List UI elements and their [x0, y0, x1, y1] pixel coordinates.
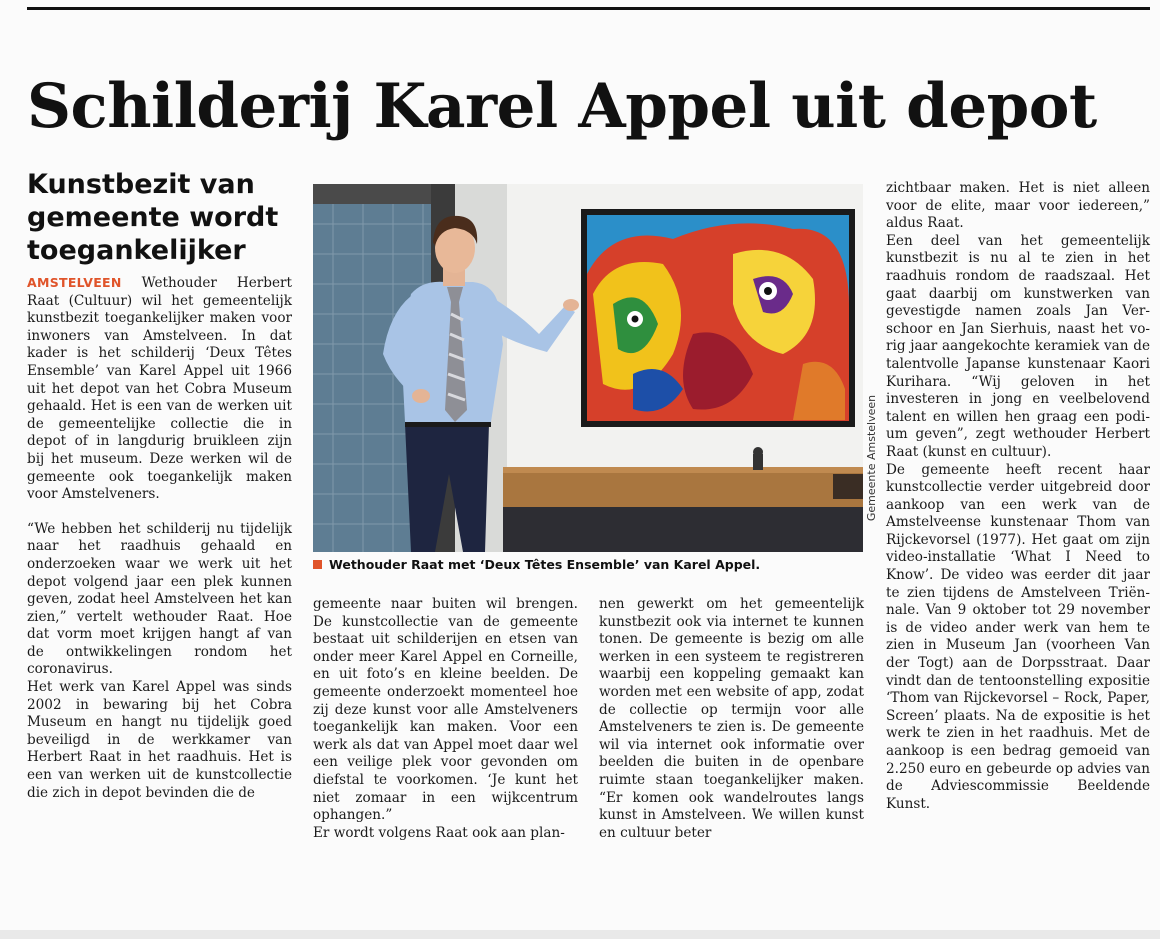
photo-credit-text: Gemeente Amstelveen — [865, 394, 878, 522]
paragraph: nen gewerkt om het gemeentelijk kunstbezit ook via internet te kunnen tonen. De gemeente is bezig om alle werken in een systeem te registreren waarbij een koppeling gemaakt kan worden met een website of app, zodat de collectie op termijn voor alle Amstelveners te zien is. De gemeente wil via internet ook informatie over beelden die buiten in de openbare ruimte staan toegankelijker maken. “Er komen ook wandelroutes langs kunst in Amstelveen. We willen kunst en cultuur beter — [599, 596, 864, 841]
paragraph: Het werk van Karel Appel was sinds 2002 in bewaring bij het Cobra Museum en hangt nu tijdelijk goed beveiligd in de werkkamer van Herbert Raat in het raadhuis. Het is een van werken uit de kunstcollectie die zich in depot bevinden die de — [27, 679, 292, 801]
subheadline: Kunstbezit van gemeente wordt toegankelijker — [27, 169, 279, 267]
article-column-2 — [313, 596, 578, 842]
caption-square-icon — [313, 560, 322, 569]
photo-credit — [862, 365, 882, 551]
article-column-1 — [27, 274, 292, 802]
article-photo — [313, 184, 863, 552]
paragraph: “We hebben het schilderij nu tijdelijk naar het raadhuis gehaald en onderzoeken waar we werk uit het depot volgend jaar een plek kunnen geven, zodat heel Amstelveen het kan zien,” vertelt wethouder Raat. Hoe dat vorm moet krijgen hangt af van de ontwikkelingen rondom het coronavirus. — [27, 520, 292, 678]
headline: Schilderij Karel Appel uit depot — [27, 70, 1097, 142]
caption-text: Wethouder Raat met ‘Deux Têtes Ensemble’ van Karel Appel. — [329, 557, 761, 572]
dateline: AMSTELVEEN — [27, 275, 122, 290]
paragraph: De gemeente heeft recent haar kunstcollectie verder uitgebreid door aankoop van een werk van de Amstelveense kunstenaar Thom van Rijckevorsel (1977). Het gaat om zijn video-installatie ‘What I Need to Know’. De video was eerder dit jaar te zien tijdens de Amstelveen Triënnale. Van 9 oktober tot 29 november is de video ander werk van hem te zien in Museum Jan (voorheen Van der Togt) aan de Dorpsstraat. Daar vindt dan de tentoonstelling expositie ‘Thom van Rijckevorsel – Rock, Paper, Screen’ plaats. Na de expositie is het werk te zien in het raadhuis. Met de aankoop is een bedrag gemoeid van 2.250 euro en gebeurde op advies van de Adviescommissie Beeldende Kunst. — [886, 461, 1150, 812]
paragraph: gemeente naar buiten wil brengen. De kunstcollectie van de gemeente bestaat uit schilderijen en etsen van onder meer Karel Appel en Corneille, en uit foto’s en kleine beelden. De gemeente onderzoekt momenteel hoe zij deze kunst voor alle Amstelveners toegankelijk kan maken. Voor een werk als dat van Appel moet daar wel een veilige plek voor gevonden om diefstal te voorkomen. ‘Je kunt het niet zomaar in een wijkcentrum ophangen.” — [313, 596, 578, 824]
paragraph — [27, 274, 292, 504]
paragraph: zichtbaar maken. Het is niet alleen voor de elite, maar voor iedereen,” aldus Raat. — [886, 180, 1150, 232]
top-rule — [27, 7, 1150, 10]
article-column-4 — [886, 180, 1150, 813]
paragraph: Er wordt volgens Raat ook aan plan- — [313, 824, 565, 841]
paragraph: Een deel van het gemeentelijk kunstbezit is nu al te zien in het raadhuis rondom de raadszaal. Het gaat daarbij om kunstwerken van gevestigde namen zoals Jan Verschoor en Jan Sierhuis, naast het vorig jaar aangekochte keramiek van de talentvolle Japanse kunstenaar Kaori Kurihara. “Wij geloven in het investeren in jong en veelbelovend talent en willen hen graag een podium geven”, zegt wethouder Herbert Raat (kunst en cultuur). — [886, 232, 1150, 460]
article-column-3 — [599, 596, 864, 842]
photo-caption — [313, 557, 863, 573]
paragraph-text: Wethouder Herbert Raat (Cultuur) wil het gemeentelijk kunstbezit toegankelijker maken voor inwoners van Amstelveen. In dat kader is het schilderij ‘Deux Têtes Ensemble’ van Karel Appel uit 1966 uit het depot van het Cobra Museum gehaald. Het is een van de werken uit de gemeentelijke collectie die in depot of in langdurig bruikleen zijn bij het museum. Deze werken wil de gemeente ook toegankelijk maken voor Amstelveners. — [27, 275, 292, 503]
